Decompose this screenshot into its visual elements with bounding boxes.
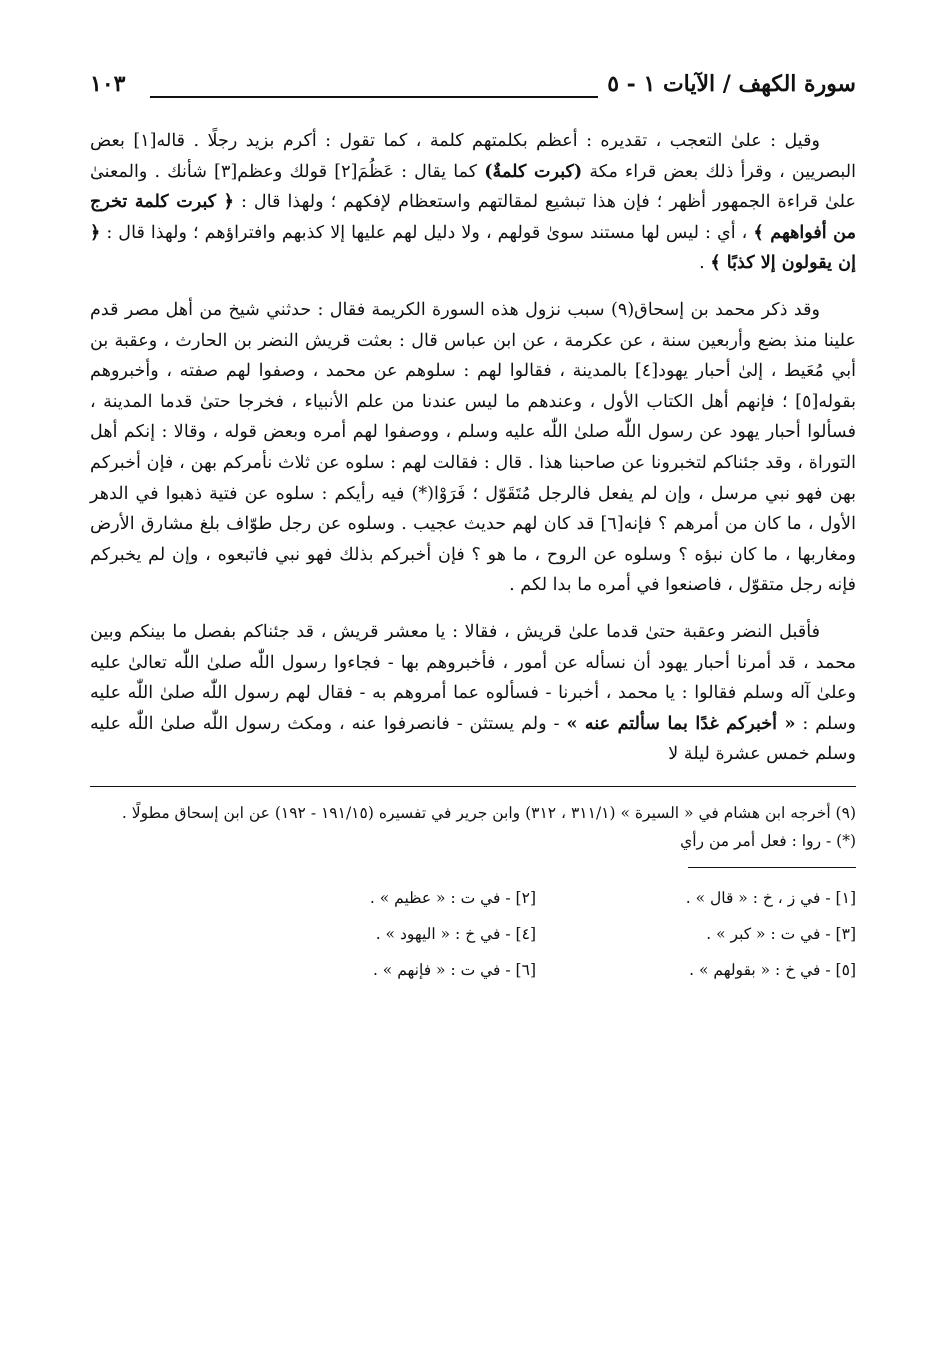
book-page	[90, 62, 856, 1322]
variant-3: [٣] - في ت : « كبر » .	[706, 924, 856, 943]
variant-readings	[216, 884, 856, 984]
quoted-text: « أخبركم غدًا بما سألتم عنه »	[566, 712, 796, 734]
quoted-text: ﴿ إن يقولون إلا كذبًا ﴾	[90, 221, 856, 274]
footnote-9: (٩) أخرجه ابن هشام في « السيرة » (٣١١/١ ، ٣١٢) وابن جرير في تفسيره (١٩١/١٥ - ١٩٢) عن ابن إسحاق مطولًا .	[121, 803, 856, 822]
variant-6: [٦] - في ت : « فإنهم » .	[372, 960, 536, 979]
variants-separator	[688, 867, 856, 868]
text-run: كما يقال : عَظُمَ[٢] قولك وعظم[٣] شأنك . والمعنىٰ علىٰ قراءة الجمهور أظهر ؛ فإن هذا تبشيع لمقالتهم واستعظام لإفكهم ؛ ولهذا قال :	[90, 161, 857, 213]
body-text	[90, 126, 856, 770]
variant-5: [٥] - في خ : « بقولهم » .	[689, 960, 856, 979]
variant-2: [٢] - في ت : « عظيم » .	[369, 888, 536, 907]
variant-4: [٤] - في خ : « اليهود » .	[375, 924, 536, 943]
running-header	[90, 62, 856, 106]
text-run: .	[699, 253, 711, 274]
quoted-text: ﴿ كبرت كلمة تخرج من أفواههم ﴾	[90, 191, 857, 243]
text-run: ، أي : ليس لها مستند سوىٰ قولهم ، ولا دليل لهم عليها إلا كذبهم وافتراؤهم ؛ ولهذا قال :	[100, 222, 754, 243]
text-run: فأقبل النضر وعقبة حتىٰ قدما علىٰ قريش ، فقالا : يا معشر قريش ، قد جئناكم بفصل ما بينكم وبين محمد ، قد أمرنا أحبار يهود أن نسأله عن أمور ، فأخبروهم بها - فجاءوا رسول اللّٰه صلىٰ اللّٰه تعالىٰ عليه وعلىٰ آله وسلم فقالوا : يا محمد ، أخبرنا - فسألوه عما أمروهم به - فقال لهم رسول اللّٰه صلىٰ اللّٰه عليه وسلم :	[90, 621, 856, 734]
footnote-separator	[90, 786, 856, 787]
chapter-title: سورة الكهف / الآيات ١ - ٥	[607, 71, 856, 97]
footnote-asterisk: (*) - روا : فعل أمر من رأي	[680, 831, 856, 850]
text-run: وقد ذكر محمد بن إسحاق(٩) سبب نزول هذه السورة الكريمة فقال : حدثني شيخ من أهل مصر قدم علينا منذ بضع وأربعين سنة ، عن عكرمة ، عن ابن عباس قال : بعثت قريش النضر بن الحارث ، وعقبة بن أبي مُعَيط ، إلىٰ أحبار يهود[٤] بالمدينة ، فقالوا لهم : سلوهم عن محمد ، وصفوا لهم صفته ، وأخبروهم بقوله[٥] ؛ فإنهم أهل الكتاب الأول ، وعندهم ما ليس عندنا من علم الأنبياء ، فخرجا حتىٰ قدما المدينة ، فسألوا أحبار يهود عن رسول اللّٰه صلىٰ اللّٰه عليه وسلم ، ووصفوا لهم أمره وبعض قوله ، وقالا : إنكم أهل التوراة ، وقد جئناكم لتخبرونا عن صاحبنا هذا . قال : فقالت لهم : سلوه عن ثلاث نأمركم بهن ، فإن أخبركم بهن فهو نبي مرسل ، وإن لم يفعل فالرجل مُتَقَوّل ؛ فَرَوْا(*) فيه رأيكم : سلوه عن فتية ذهبوا في الدهر الأول ، ما كان من أمرهم ؟ فإنه[٦] قد كان لهم حديث عجيب . وسلوه عن رجل طوّاف بلغ مشارق الأرض ومغاربها ، ما كان نبؤه ؟ وسلوه عن الروح ، ما هو ؟ فإن أخبركم بذلك فهو نبي فاتبعوه ، وإن لم يخبركم فإنه رجل متقوّل ، فاصنعوا في أمره ما بدا لكم .	[90, 299, 856, 596]
text-run: - ولم يستثن - فانصرفوا عنه ، ومكث رسول اللّٰه صلىٰ اللّٰه عليه وسلم خمس عشرة ليلة لا	[90, 713, 856, 765]
paragraph-2	[90, 295, 856, 601]
paragraph-3	[90, 617, 856, 770]
page-number: ١٠٣	[90, 71, 126, 97]
text-run: وقيل : علىٰ التعجب ، تقديره : أعظم بكلمتهم كلمة ، كما تقول : أكرم بزيد رجلًا . قاله[١] بعض البصريين ، وقرأ ذلك بعض قراء مكة	[90, 131, 856, 182]
paragraph-1	[90, 126, 856, 279]
header-rule	[150, 96, 598, 98]
variant-1: [١] - في ز ، خ : « قال » .	[685, 888, 856, 907]
quoted-text: (كبرت كلمةٌ)	[484, 160, 583, 182]
footnotes	[90, 799, 856, 855]
